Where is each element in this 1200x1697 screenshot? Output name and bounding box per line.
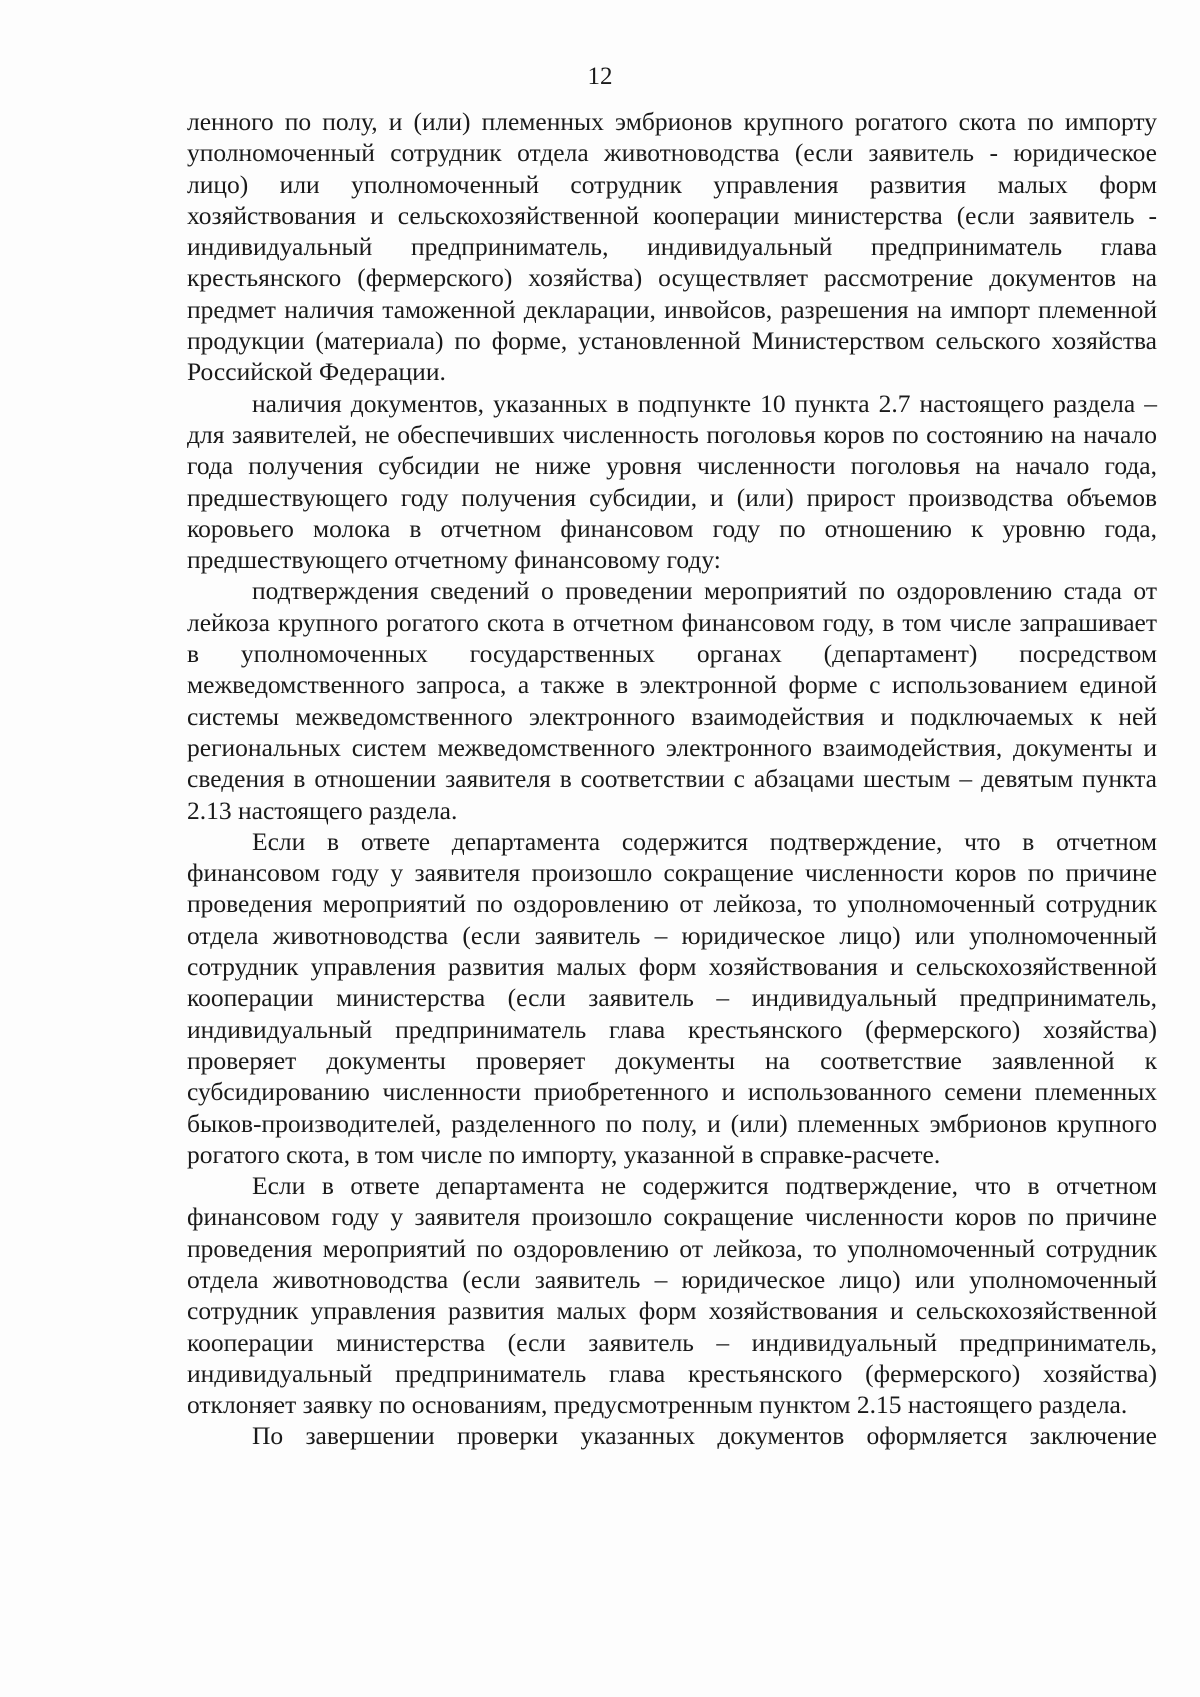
paragraph-documents-availability: наличия документов, указанных в подпункте 10 пункта 2.7 настоящего раздела – для заявителей, не обеспечивших численность поголовья коров по состоянию на начало года получения субсидии не ниже уровня численности поголовья на начало года, предшествующего году получения субсидии, и (или) прирост производства объемов коровьего молока в отчетном финансовом году по отношению к уровню года, предшествующего отчетному финансовому году: bbox=[187, 388, 1157, 575]
document-body bbox=[187, 106, 1157, 1452]
paragraph-conclusion: По завершении проверки указанных документов оформляется заключение bbox=[252, 1421, 1157, 1451]
paragraph-leukosis-confirmation: подтверждения сведений о проведении мероприятий по оздоровлению стада от лейкоза крупного рогатого скота в отчетном финансовом году, в том числе запрашивает в уполномоченных государственных органах (департамент) посредством межведомственного запроса, а также в электронной форме с использованием единой системы межведомственного электронного взаимодействия и подключаемых к ней региональных систем межведомственного электронного взаимодействия, документы и сведения в отношении заявителя в соответствии с абзацами шестым – девятым пункта 2.13 настоящего раздела. bbox=[187, 576, 1157, 825]
paragraph-confirmation-absent: Если в ответе департамента не содержится подтверждение, что в отчетном финансовом году у заявителя произошло сокращение численности коров по причине проведения мероприятий по оздоровлению от лейкоза, то уполномоченный сотрудник отдела животноводства (если заявитель – юридическое лицо) или уполномоченный сотрудник управления развития малых форм хозяйствования и сельскохозяйственной кооперации министерства (если заявитель – индивидуальный предприниматель, индивидуальный предприниматель глава крестьянского (фермерского) хозяйства) отклоняет заявку по основаниям, предусмотренным пунктом 2.15 настоящего раздела. bbox=[187, 1171, 1157, 1420]
paragraph-continuation: ленного по полу, и (или) племенных эмбрионов крупного рогатого скота по импорту уполномоченный сотрудник отдела животноводства (если заявитель - юридическое лицо) или уполномоченный сотрудник управления развития малых форм хозяйствования и сельскохозяйственной кооперации министерства (если заявитель - индивидуальный предприниматель, индивидуальный предприниматель глава крестьянского (фермерского) хозяйства) осуществляет рассмотрение документов на предмет наличия таможенной декларации, инвойсов, разрешения на импорт племенной продукции (материала) по форме, установленной Министерством сельского хозяйства Российской Федерации. bbox=[187, 107, 1157, 387]
page-number: 12 bbox=[587, 63, 613, 90]
paragraph-confirmation-present: Если в ответе департамента содержится подтверждение, что в отчетном финансовом году у заявителя произошло сокращение численности коров по причине проведения мероприятий по оздоровлению от лейкоза, то уполномоченный сотрудник отдела животноводства (если заявитель – юридическое лицо) или уполномоченный сотрудник управления развития малых форм хозяйствования и сельскохозяйственной кооперации министерства (если заявитель – индивидуальный предприниматель, индивидуальный предприниматель глава крестьянского (фермерского) хозяйства) проверяет документы проверяет документы на соответствие заявленной к субсидированию численности приобретенного и использованного семени племенных быков-производителей, разделенного по полу, и (или) племенных эмбрионов крупного рогатого скота, в том числе по импорту, указанной в справке-расчете. bbox=[187, 826, 1157, 1169]
